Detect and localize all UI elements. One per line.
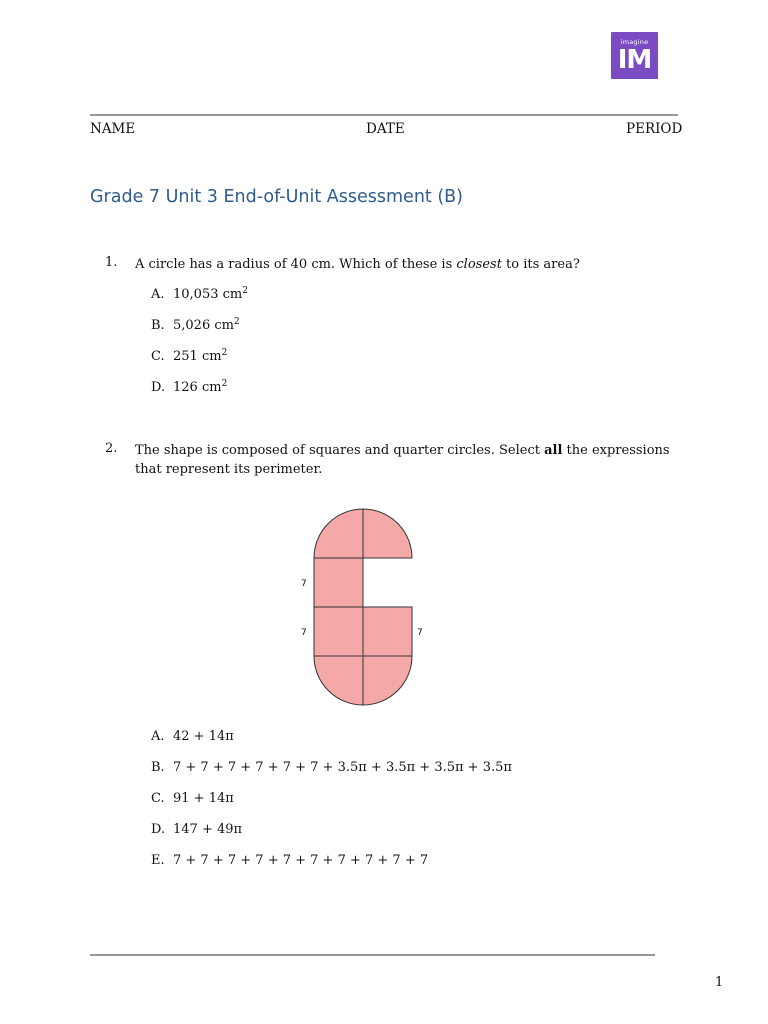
question-2-number: 2. (105, 441, 118, 456)
q2-text-after: the expressions that represent its perimeter. (135, 443, 670, 477)
option-exponent: 2 (233, 317, 240, 327)
option-value: 91 + 14π (173, 791, 234, 806)
q2-option-e[interactable] (151, 853, 428, 868)
page-title: Grade 7 Unit 3 End-of-Unit Assessment (B) (90, 187, 464, 207)
left-square-lower (314, 607, 363, 656)
option-letter: E. (151, 853, 165, 868)
option-value: 126 cm (173, 380, 222, 395)
right-square (363, 607, 412, 656)
q1-option-b[interactable] (151, 317, 240, 333)
q1-text-emphasis: closest (456, 257, 502, 272)
period-label: PERIOD (626, 121, 683, 137)
option-letter: B. (151, 760, 165, 775)
q1-option-a[interactable] (151, 286, 248, 302)
option-letter: D. (151, 822, 166, 837)
option-value: 147 + 49π (173, 822, 243, 837)
option-exponent: 2 (221, 348, 228, 358)
q1-text-before: A circle has a radius of 40 cm. Which of these is (135, 257, 457, 272)
imagine-math-logo (611, 32, 658, 79)
bottom-right-quarter-circle (363, 656, 412, 705)
q2-option-c[interactable] (151, 791, 234, 806)
top-right-quarter-circle (363, 509, 412, 558)
option-value: 10,053 cm (173, 287, 243, 302)
composite-shape-figure (295, 505, 425, 710)
option-value: 5,026 cm (173, 318, 234, 333)
q2-text-bold: all (544, 443, 563, 458)
bottom-left-quarter-circle (314, 656, 363, 705)
page-number: 1 (715, 975, 724, 990)
top-left-quarter-circle (314, 509, 363, 558)
left-square-upper (314, 558, 363, 607)
q2-text-before: The shape is composed of squares and quarter circles. Select (135, 443, 545, 458)
logo-big-text: IM (617, 45, 652, 75)
q1-option-d[interactable] (151, 379, 227, 395)
option-exponent: 2 (242, 286, 248, 296)
option-value: 251 cm (173, 349, 222, 364)
option-value: 7 + 7 + 7 + 7 + 7 + 7 + 7 + 7 + 7 + 7 (173, 853, 429, 868)
option-letter: C. (151, 349, 165, 364)
option-value: 42 + 14π (173, 729, 234, 744)
date-label: DATE (366, 121, 405, 137)
label-left-lower: 7 (301, 628, 307, 638)
q1-text-after: to its area? (501, 257, 580, 272)
option-letter: A. (151, 729, 165, 744)
q2-option-d[interactable] (151, 822, 242, 837)
name-label: NAME (90, 121, 136, 137)
question-1-number: 1. (105, 255, 118, 270)
option-exponent: 2 (221, 379, 228, 389)
option-letter: A. (151, 287, 165, 302)
option-letter: D. (151, 380, 166, 395)
footer-rule (90, 954, 655, 956)
label-right: 7 (417, 628, 423, 638)
label-left-upper: 7 (301, 579, 307, 589)
header-rule (90, 114, 678, 116)
question-1-text (135, 255, 695, 274)
logo-small-text: imagine (620, 38, 649, 46)
q2-option-b[interactable] (151, 760, 512, 775)
q1-option-c[interactable] (151, 348, 227, 364)
q2-option-a[interactable] (151, 729, 234, 744)
option-value: 7 + 7 + 7 + 7 + 7 + 7 + 3.5π + 3.5π + 3.5π + 3.5π (173, 760, 512, 775)
option-letter: C. (151, 791, 165, 806)
question-2-text (135, 441, 685, 479)
option-letter: B. (151, 318, 165, 333)
